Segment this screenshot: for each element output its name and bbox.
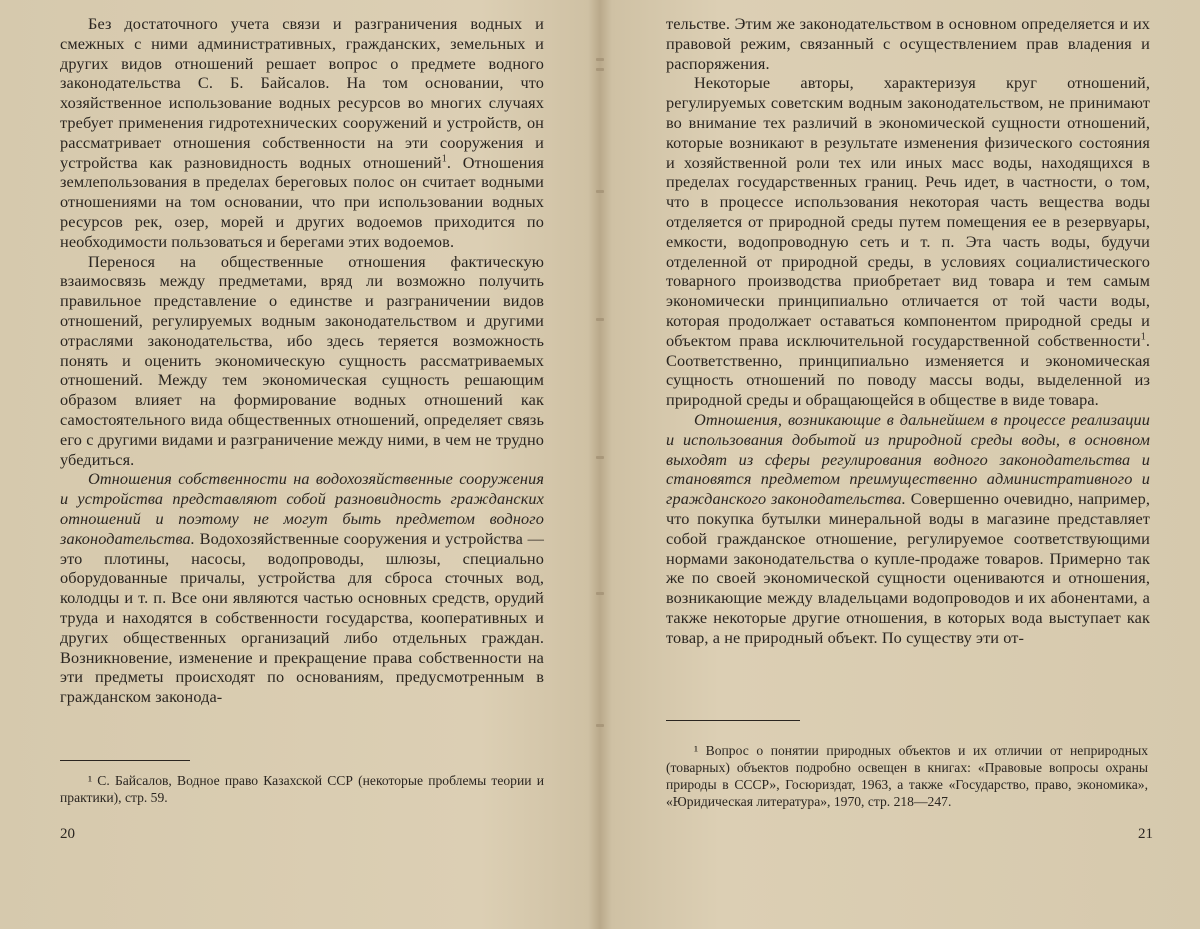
footnote-rule — [60, 760, 190, 761]
footnote: ¹ Вопрос о понятии природных объектов и их отличии от неприродных (товарных) объектов подробно освещен в книгах: «Правовые вопросы охраны природы в СССР», Госюриздат, 1963, а также «Государство, право, экономика», «Юридическая литература», 1970, стр. 218—247. — [666, 743, 1148, 809]
footnote-ref: 1 — [1140, 331, 1146, 343]
paragraph: Отношения собственности на водохозяйственные сооружения и устройства представляют собой разновидность гражданских отношений и поэтому не могут быть предметом водного законодательства. Водохозяйственные сооружения и устройства — это плотины, насосы, водопроводы, шлюзы, специально оборудованные причалы, устройства для сброса сточных вод, колодцы и т. п. Все они являются частью основных средств, орудий труда и находятся в собственности государства, кооперативных и других общественных организаций либо отдельных граждан. Возникновение, изменение и прекращение права собственности на эти предметы происходят по основаниям, предусмотренным в гражданском законода- — [60, 469, 544, 707]
left-body-text — [60, 14, 544, 707]
emphasis: Отношения собственности на водохозяйственные сооружения и устройства представляют собой разновидность гражданских отношений и поэтому не могут быть предметом водного законодательства. — [60, 469, 544, 548]
right-body-text — [666, 14, 1150, 648]
paragraph: Отношения, возникающие в дальнейшем в процессе реализации и использования добытой из природной среды воды, в основном выходят из сферы регулирования водного законодательства и становятся предметом преимущественно административного и гражданского законодательства. Совершенно очевидно, например, что покупка бутылки минеральной воды в магазине представляет собой гражданское отношение, регулируемое соответствующими нормами законодательства о купле-продаже товаров. Примерно так же по своей экономической сущности оцениваются и отношения, возникающие между владельцами водопроводов и их абонентами, а также некоторые другие отношения, в которых вода выступает как товар, а не природный объект. По существу эти от- — [666, 409, 1151, 647]
footnote-rule — [666, 720, 800, 721]
paragraph: тельстве. Этим же законодательством в основном определяется и их правовой режим, связанный с осуществлением прав владения и распоряжения. — [666, 14, 1150, 73]
footnote: ¹ С. Байсалов, Водное право Казахской ССР (некоторые проблемы теории и практики), стр. 59. — [60, 773, 544, 805]
paragraph: Перенося на общественные отношения фактическую взаимосвязь между предметами, вряд ли возможно получить правильное представление о единстве и разграничении видов отношений, регулируемых водным законодательством и другими отраслями законодательства, ибо здесь теряется возможность понять и оценить экономическую сущность рассматриваемых отношений. Между тем экономическая сущность решающим образом влияет на формирование водных отношений как самостоятельного вида общественных отношений, определяет связь его с другими видами и разграничение между ними, в чем не трудно убедиться. — [60, 251, 544, 469]
paragraph: Без достаточного учета связи и разграничения водных и смежных с ними административных, гражданских, земельных и других видов отношений решает вопрос о предмете водного законодательства С. Б. Байсалов. На том основании, что хозяйственное использование водных ресурсов во многих случаях требует применения гидротехнических сооружений и устройств, он рассматривает отношения собственности на эти сооружения и устройства как разновидность водных отношений$^1$. Отношения землепользования в пределах береговых полос он считает водными отношениями на том основании, что при использовании водных ресурсов рек, озер, морей и других водоемов приходится по необходимости пользоваться и берегами этих водоемов. — [60, 14, 544, 251]
page-number: 21 — [1138, 826, 1153, 842]
right-page — [600, 0, 1200, 929]
emphasis: Отношения, возникающие в дальнейшем в процессе реализации и использования добытой из природной среды воды, в основном выходят из сферы регулирования водного законодательства и становятся предметом преимущественно административного и гражданского законодательства. — [666, 409, 1150, 509]
page-number: 20 — [60, 826, 75, 842]
paragraph: Некоторые авторы, характеризуя круг отношений, регулируемых советским водным законодательством, не принимают во внимание тех различий в экономической сущности отношений, которые возникают в результате изменения физического состояния и хозяйственной роли тех или иных масс воды, находящихся в пределах государственных границ. Речь идет, в частности, о том, что в процессе использования некоторая часть вещества воды отделяется от природной среды путем помещения ее в резервуары, емкости, водопроводную сеть и т. п. Эта часть воды, будучи отделенной от природной среды, в условиях социалистического товарного производства приобретает вид товара и тем самым экономически принципиально отличается от той части воды, которая продолжает оставаться компонентом природной среды и объектом права исключительной государственной собственности$^1$. Соответственно, принципиально изменяется и экономическая сущность отношений по поводу массы воды, выделенной из природной среды и обращающейся в обществе в виде товара. — [666, 73, 1150, 410]
footnote-ref: 1 — [441, 153, 447, 165]
